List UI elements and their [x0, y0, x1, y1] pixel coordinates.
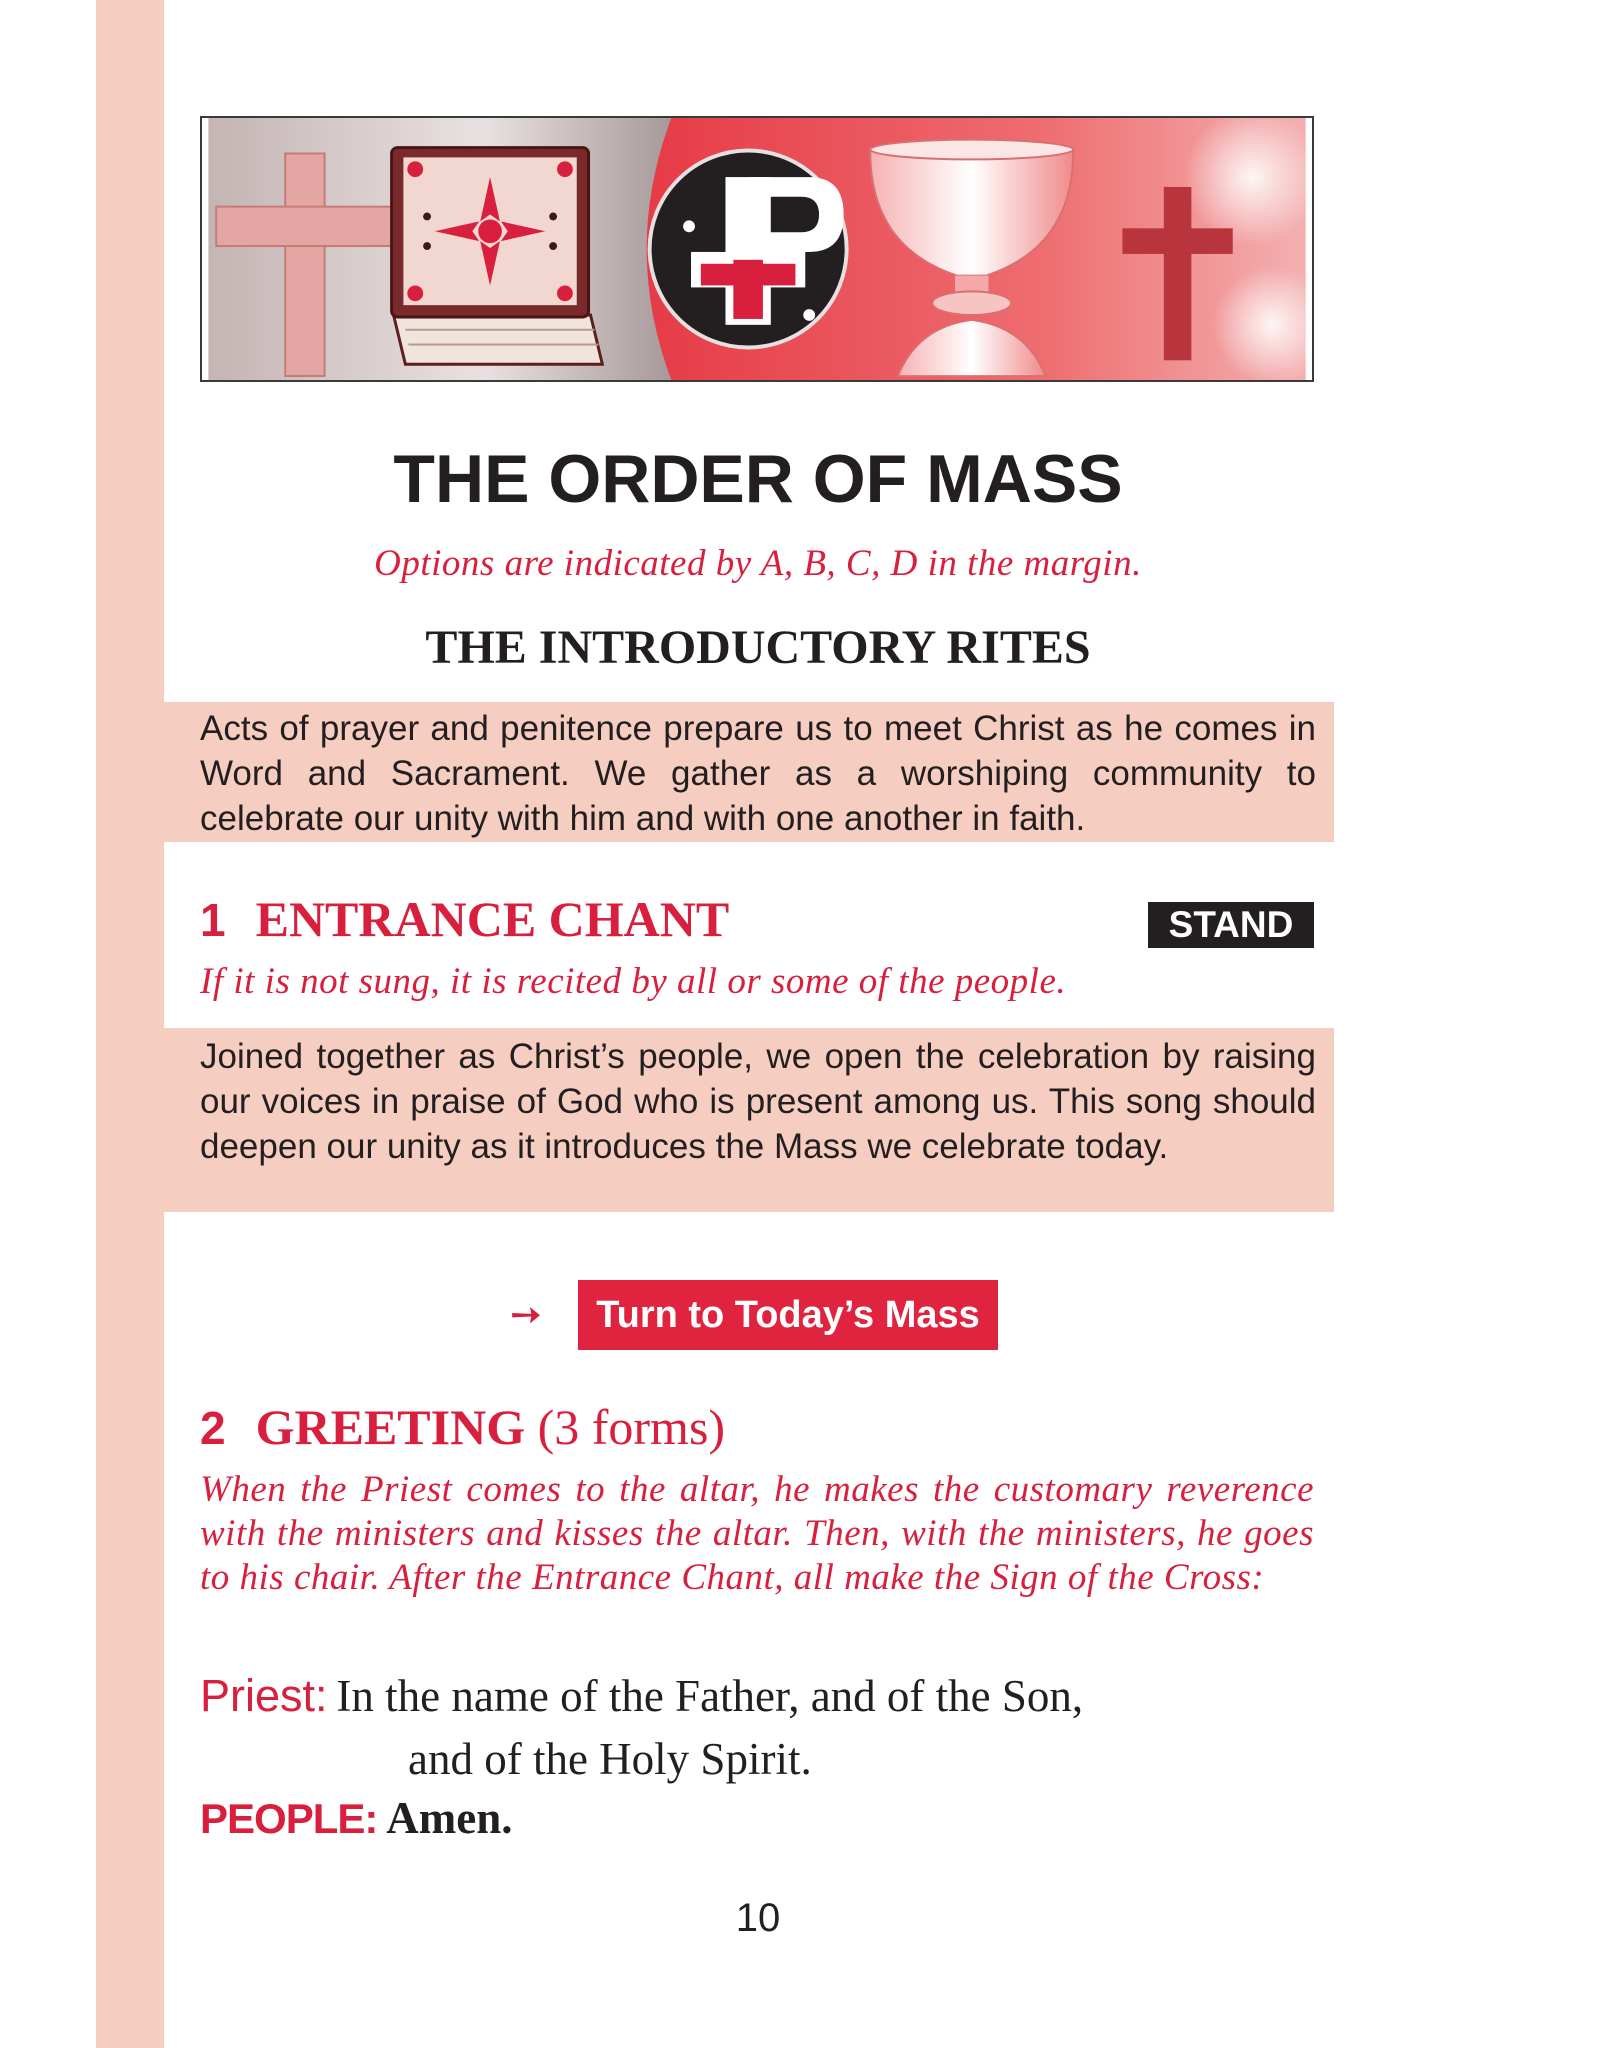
options-note: Options are indicated by A, B, C, D in the margin. — [374, 543, 1142, 584]
intro-box — [164, 702, 1334, 842]
priest-label: Priest: — [200, 1670, 328, 1721]
margin-strip — [96, 0, 164, 2048]
page-title: THE ORDER OF MASS — [393, 441, 1123, 517]
people-response: Amen. — [386, 1793, 513, 1843]
greeting-rubric: When the Priest comes to the altar, he makes the customary reverence with the ministers and kisses the altar. Then, with the ministers, he goes to his chair. After the Entrance Chant, all make the Sign of the Cross: — [200, 1469, 1314, 1598]
entrance-chant-box — [164, 1028, 1334, 1212]
greeting-forms: (3 forms) — [537, 1399, 726, 1455]
section-heading: THE INTRODUCTORY RITES — [425, 621, 1091, 674]
entrance-chant-heading — [200, 890, 729, 948]
liturgical-banner — [200, 116, 1314, 382]
priest-text-1: In the name of the Father, and of the Son, — [336, 1671, 1084, 1721]
arrow-right-icon: ➙ — [510, 1292, 542, 1336]
people-label: PEOPLE: — [200, 1795, 378, 1842]
entrance-chant-description: Joined together as Christ’s people, we open the celebration by raising our voices in praise of God who is present among us. This song should deepen our unity as it introduces the Mass we celebrate today. — [200, 1037, 1316, 1166]
entrance-chant-title: ENTRANCE CHANT — [255, 891, 730, 947]
intro-text: Acts of prayer and penitence prepare us to meet Christ as he comes in Word and Sacrament. We gather as a worshiping community to celebrate our unity with him and with one another in faith. — [200, 709, 1316, 838]
stand-badge: STAND — [1148, 902, 1314, 948]
priest-line — [200, 1670, 1314, 1785]
page-number: 10 — [735, 1896, 781, 1940]
people-line — [200, 1792, 1314, 1844]
chi-rho-icon — [650, 151, 847, 348]
priest-text-2: and of the Holy Spirit. — [408, 1734, 812, 1784]
banner-illustration — [202, 118, 1312, 380]
turn-to-todays-mass-button[interactable]: Turn to Today’s Mass — [578, 1280, 998, 1350]
greeting-heading — [200, 1398, 725, 1456]
book-icon — [392, 148, 603, 365]
entrance-chant-number: 1 — [200, 894, 226, 946]
greeting-title: GREETING — [255, 1399, 526, 1455]
entrance-chant-rubric: If it is not sung, it is recited by all or some of the people. — [200, 961, 1067, 1002]
greeting-number: 2 — [200, 1402, 226, 1454]
